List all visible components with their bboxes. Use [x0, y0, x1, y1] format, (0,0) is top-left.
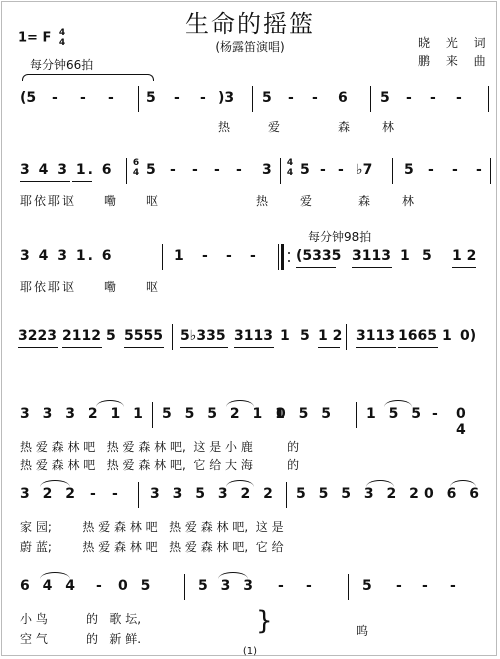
- note: (5335: [296, 248, 342, 264]
- lyric-line-verse-1: 热 爱 森 林 吧 热 爱 森 林 吧, 这 是 小 鹿 的: [20, 440, 300, 454]
- slur: [226, 400, 254, 407]
- barline: [356, 402, 357, 428]
- underline: [18, 347, 58, 348]
- note: -: [312, 90, 318, 106]
- lyric: 森: [358, 194, 371, 208]
- note: 3 3 3 2 1 1: [20, 406, 147, 422]
- note: 3 2 2: [20, 486, 79, 502]
- note: 0 4: [456, 406, 470, 438]
- barline: [278, 244, 279, 270]
- time-bottom: 4: [58, 38, 66, 48]
- barline: [162, 244, 163, 270]
- note: 1 2: [452, 248, 477, 264]
- note: -: [338, 162, 344, 178]
- score-row-3: [12, 248, 492, 270]
- performer-note: (杨露笛演唱): [215, 40, 285, 54]
- key-signature: [18, 28, 65, 48]
- repeat-barline: [281, 244, 284, 270]
- lyric-line-verse-2: 热 爱 森 林 吧 热 爱 森 林 吧, 它 给 大 海 的: [20, 458, 300, 472]
- note: 5555: [124, 328, 163, 344]
- time-signature: [59, 28, 65, 48]
- note: -: [202, 248, 208, 264]
- note: -: [236, 162, 242, 178]
- note: 6 4 4: [20, 578, 79, 594]
- song-title: 生命的摇篮: [185, 10, 315, 38]
- lyricist-credit: 晓 光 词: [418, 36, 492, 50]
- composer-credit: 鹏 来 曲: [418, 54, 492, 68]
- note: 5: [422, 248, 432, 264]
- note: 3 4 3 1. 6: [20, 162, 114, 178]
- slur: [40, 480, 70, 487]
- underline: [124, 347, 164, 348]
- note: -: [406, 90, 412, 106]
- underline: [356, 347, 396, 348]
- note: )3: [218, 90, 235, 106]
- lyric: 耶依耶讴: [20, 194, 77, 208]
- barline: [126, 158, 127, 184]
- note: 5 5 5 2 1 1: [162, 406, 289, 422]
- note: -: [52, 90, 58, 106]
- underline: [318, 347, 340, 348]
- score-row-7: [12, 578, 492, 600]
- note: -: [432, 406, 438, 422]
- note: 3223: [18, 328, 57, 344]
- note: 0 5: [118, 578, 155, 594]
- credits: [418, 34, 492, 70]
- note: -: [192, 162, 198, 178]
- note: -: [174, 90, 180, 106]
- note: 3 4 3 1. 6: [20, 248, 114, 264]
- note: -: [452, 162, 458, 178]
- slur: [384, 400, 412, 407]
- note: 5: [300, 162, 310, 178]
- underline: [72, 181, 92, 182]
- note: -: [250, 248, 256, 264]
- underline: [398, 347, 438, 348]
- note: 5: [262, 90, 272, 106]
- note: 5: [146, 162, 156, 178]
- note: -: [320, 162, 326, 178]
- note: 0 6 6: [424, 486, 483, 502]
- note: -: [112, 486, 118, 502]
- note: 5: [106, 328, 116, 344]
- note: 3113: [352, 248, 391, 264]
- lyric: 呕: [146, 194, 159, 208]
- note: -: [80, 90, 86, 106]
- note: 5 5 5 3 2 2: [296, 486, 423, 502]
- lyric-line-verse-1: 小 鸟 的 歌 坛,: [20, 612, 142, 626]
- slur: [40, 572, 70, 579]
- lyric-line-verse-2: 空 气 的 新 鲜.: [20, 632, 142, 646]
- note: 1 2: [318, 328, 343, 344]
- note: 5: [146, 90, 156, 106]
- note: -: [278, 578, 284, 594]
- lyric: 林: [382, 120, 395, 134]
- score-row-6: [12, 486, 492, 508]
- lyric-line-verse-1: 家 园; 热 爱 森 林 吧 热 爱 森 林 吧, 这 是: [20, 520, 284, 534]
- lyric: 热: [218, 120, 231, 134]
- lyric-tail: 呜: [356, 624, 369, 638]
- barline: [152, 402, 153, 428]
- lyric: 耶依耶讴: [20, 280, 77, 294]
- note: 3113: [356, 328, 395, 344]
- note: 3: [262, 162, 272, 178]
- note: -: [96, 578, 102, 594]
- lyric: 爱: [300, 194, 313, 208]
- barline: [346, 324, 347, 350]
- note: 5: [362, 578, 372, 594]
- note: 1665: [398, 328, 437, 344]
- lyric: 森: [338, 120, 351, 134]
- note: 0 5 5: [276, 406, 335, 422]
- barline: [184, 574, 185, 600]
- page-number: (1): [242, 646, 258, 657]
- note: 1 5 5: [366, 406, 425, 422]
- note: 5: [404, 162, 414, 178]
- note: 3113: [234, 328, 273, 344]
- barline: [490, 158, 491, 184]
- repeat-dot: [288, 252, 290, 254]
- score-row-1: [12, 90, 492, 112]
- note: 1: [442, 328, 452, 344]
- time-change: 4 4: [286, 158, 294, 178]
- note: -: [476, 162, 482, 178]
- time-top: 4: [58, 28, 66, 38]
- lyric: 呕: [146, 280, 159, 294]
- note: -: [200, 90, 206, 106]
- barline: [348, 574, 349, 600]
- underline: [62, 347, 102, 348]
- slur: [218, 572, 248, 579]
- barline: [172, 324, 173, 350]
- barline: [488, 86, 489, 112]
- note: -: [422, 578, 428, 594]
- lyric-line-verse-2: 蔚 蓝; 热 爱 森 林 吧 热 爱 森 林 吧, 它 给: [20, 540, 284, 554]
- note: 5 3 3: [198, 578, 257, 594]
- underline: [352, 267, 392, 268]
- note: -: [170, 162, 176, 178]
- score-row-4: [12, 328, 492, 350]
- score-row-2: [12, 158, 492, 184]
- note: -: [430, 90, 436, 106]
- barline: [280, 158, 281, 184]
- note: 6: [338, 90, 348, 106]
- slur: [450, 480, 476, 487]
- note: ♭7: [356, 162, 373, 178]
- note: -: [428, 162, 434, 178]
- underline: [20, 181, 70, 182]
- underline: [296, 267, 336, 268]
- slur: [366, 480, 394, 487]
- underline: [452, 267, 476, 268]
- note: 0): [460, 328, 477, 344]
- intro-bracket: [22, 74, 154, 81]
- note: 1: [174, 248, 184, 264]
- note: -: [90, 486, 96, 502]
- barline: [138, 86, 139, 112]
- note: 3 3 5 3 2 2: [150, 486, 277, 502]
- note: -: [288, 90, 294, 106]
- lyric: 嘞: [104, 280, 117, 294]
- note: -: [108, 90, 114, 106]
- note: 1: [400, 248, 410, 264]
- tempo-fast: 每分钟98拍: [308, 230, 372, 244]
- note: 5♭335: [180, 328, 226, 344]
- slur: [96, 400, 124, 407]
- lyric: 嘞: [104, 194, 117, 208]
- key-label: 1= F: [18, 30, 52, 46]
- slur: [226, 480, 254, 487]
- note: -: [450, 578, 456, 594]
- note: -: [456, 90, 462, 106]
- underline: [234, 347, 274, 348]
- lyric: 热: [256, 194, 269, 208]
- barline: [370, 86, 371, 112]
- repeat-dot: [288, 260, 290, 262]
- barline: [252, 86, 253, 112]
- note: (5: [20, 90, 37, 106]
- note: -: [306, 578, 312, 594]
- note: -: [226, 248, 232, 264]
- lyric: 爱: [268, 120, 281, 134]
- time-change: 6 4: [132, 158, 140, 178]
- barline: [286, 482, 287, 508]
- note: 1: [280, 328, 290, 344]
- verse-brace: }: [256, 606, 273, 636]
- barline: [138, 482, 139, 508]
- barline: [392, 158, 393, 184]
- score-row-5: [12, 406, 492, 438]
- lyric: 林: [402, 194, 415, 208]
- underline: [180, 347, 228, 348]
- note: -: [396, 578, 402, 594]
- note: -: [214, 162, 220, 178]
- note: 5: [300, 328, 310, 344]
- note: 5: [380, 90, 390, 106]
- note: 2112: [62, 328, 101, 344]
- tempo-intro: 每分钟66拍: [30, 58, 94, 72]
